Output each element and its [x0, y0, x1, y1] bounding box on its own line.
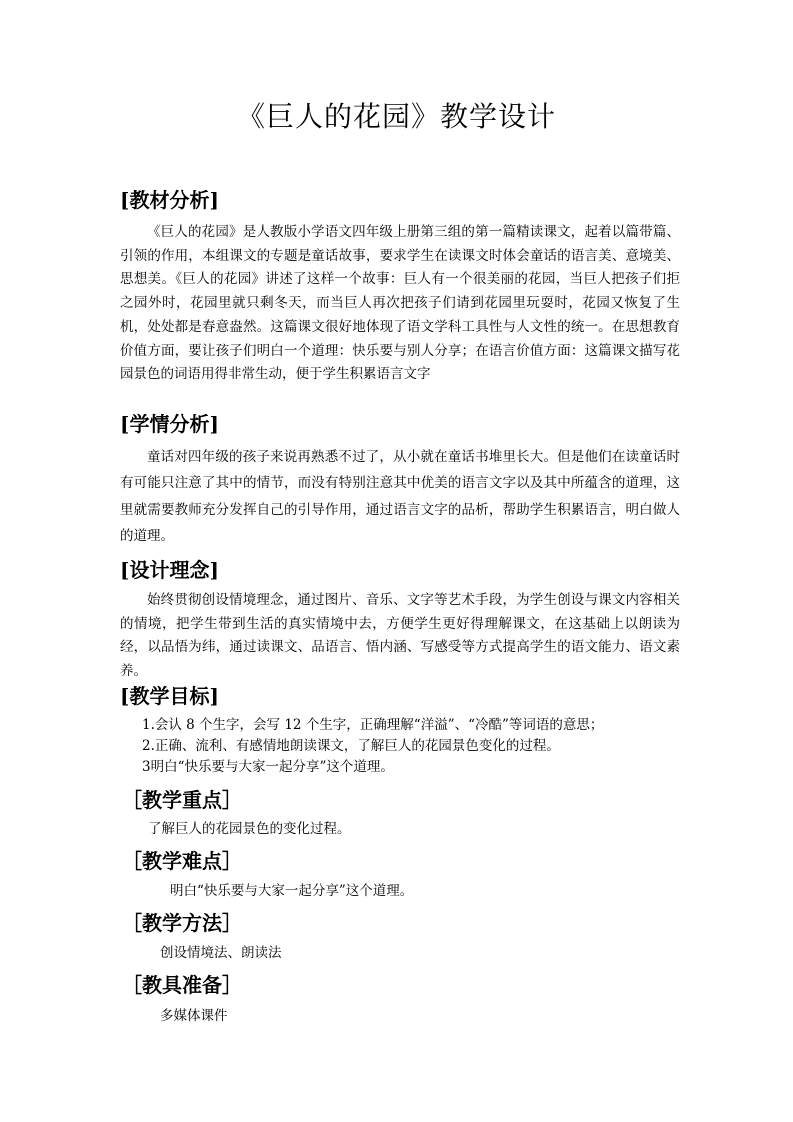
heading-teaching-goals: [教学目标] — [120, 684, 219, 708]
paragraph-student-analysis: 童话对四年级的孩子来说再熟悉不过了，从小就在童话书堆里长大。但是他们在读童话时有可能只注意了其中的情节，而没有特别注意其中优美的语言文字以及其中所蕴含的道理，这里就需要教师充分发挥自己的引导作用，通过语言文字的品析，帮助学生积累语言，明白做人的道理。 — [120, 449, 680, 544]
heading-key-points: ［教学重点］ — [122, 788, 242, 812]
goal-item-2: 2.正确、流利、有感情地朗读课文，了解巨人的花园景色变化的过程。 — [142, 738, 560, 754]
goal-item-3: 3明白“快乐要与大家一起分享”这个道理。 — [142, 759, 394, 775]
heading-student-analysis: [学情分析] — [120, 412, 219, 436]
goal-item-1: 1.会认 8 个生字，会写 12 个生字，正确理解“洋溢”、“冷酷”等词语的意思； — [142, 717, 604, 733]
paragraph-design-concept: 始终贯彻创设情境理念，通过图片、音乐、文字等艺术手段，为学生创设与课文内容相关的情境，把学生带到生活的真实情境中去，方便学生更好得理解课文，在这基础上以朗读为经，以品悟为纬，通过读课文、品语言、悟内涵、写感受等方式提高学生的语文能力、语文素养。 — [120, 592, 680, 679]
heading-design-concept: [设计理念] — [120, 558, 219, 582]
paragraph-material-analysis: 《巨人的花园》是人教版小学语文四年级上册第三组的第一篇精读课文，起着以篇带篇、引领的作用，本组课文的专题是童话故事，要求学生在读课文时体会童话的语言美、意境美、思想美。《巨人的花园》讲述了这样一个故事：巨人有一个很美丽的花园，当巨人把孩子们拒之园外时，花园里就只剩冬天，而当巨人再次把孩子们请到花园里玩耍时，花园又恢复了生机，处处都是春意盎然。这篇课文很好地体现了语文学科工具性与人文性的统一。在思想教育价值方面，要让孩子们明白一个道理：快乐要与别人分享；在语言价值方面：这篇课文描写花园景色的词语用得非常生动，便于学生积累语言文字 — [120, 224, 680, 383]
heading-teaching-methods: ［教学方法］ — [122, 911, 242, 935]
teaching-methods-text: 创设情境法、朗读法 — [160, 945, 282, 961]
difficulties-text: 明白“快乐要与大家一起分享”这个道理。 — [170, 883, 414, 899]
teaching-tools-text: 多媒体课件 — [160, 1008, 228, 1024]
heading-difficulties: ［教学难点］ — [122, 849, 242, 873]
key-points-text: 了解巨人的花园景色的变化过程。 — [148, 821, 351, 837]
heading-material-analysis: [教材分析] — [120, 188, 219, 212]
heading-teaching-tools: ［教具准备］ — [122, 973, 242, 997]
document-title: 《巨人的花园》教学设计 — [236, 100, 556, 133]
